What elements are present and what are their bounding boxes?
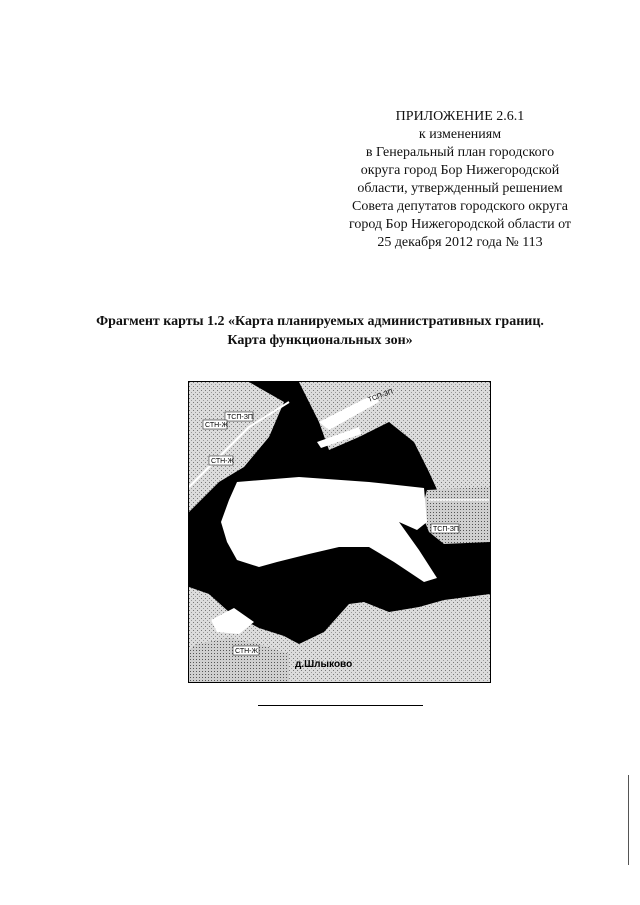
appendix-line: к изменениям: [418, 127, 502, 142]
appendix-line: в Генеральный план городского: [365, 145, 555, 160]
zone-label: ТСП-ЗП: [227, 414, 253, 421]
appendix-line: Совета депутатов городского округа: [352, 199, 568, 214]
zone-label: ТСП-ЗП: [367, 388, 395, 404]
zone-label: СТН-Ж: [211, 458, 234, 465]
zone-label: СТН-Ж: [235, 648, 258, 655]
village-label: д.Шлыково: [295, 659, 353, 670]
appendix-line: 25 декабря 2012 года № 113: [377, 235, 543, 250]
divider-line: [258, 705, 423, 706]
zone-label: СТН-Ж: [205, 422, 228, 429]
appendix-line: город Бор Нижегородской области от: [348, 217, 572, 232]
map-canvas: [189, 382, 490, 682]
scan-artifact: [628, 775, 629, 865]
map-fragment-heading: [60, 312, 580, 350]
heading-line-2: Карта функциональных зон»: [227, 333, 413, 348]
appendix-line: области, утвержденный решением: [357, 181, 563, 196]
heading-line-1: Фрагмент карты 1.2 «Карта планируемых административных границ.: [96, 314, 544, 329]
zone-label: ТСП-ЗП: [433, 526, 459, 533]
appendix-line: округа город Бор Нижегородской: [360, 163, 560, 178]
map-fragment: [188, 381, 491, 683]
appendix-title: ПРИЛОЖЕНИЕ 2.6.1: [395, 109, 525, 124]
appendix-header: [335, 108, 585, 252]
